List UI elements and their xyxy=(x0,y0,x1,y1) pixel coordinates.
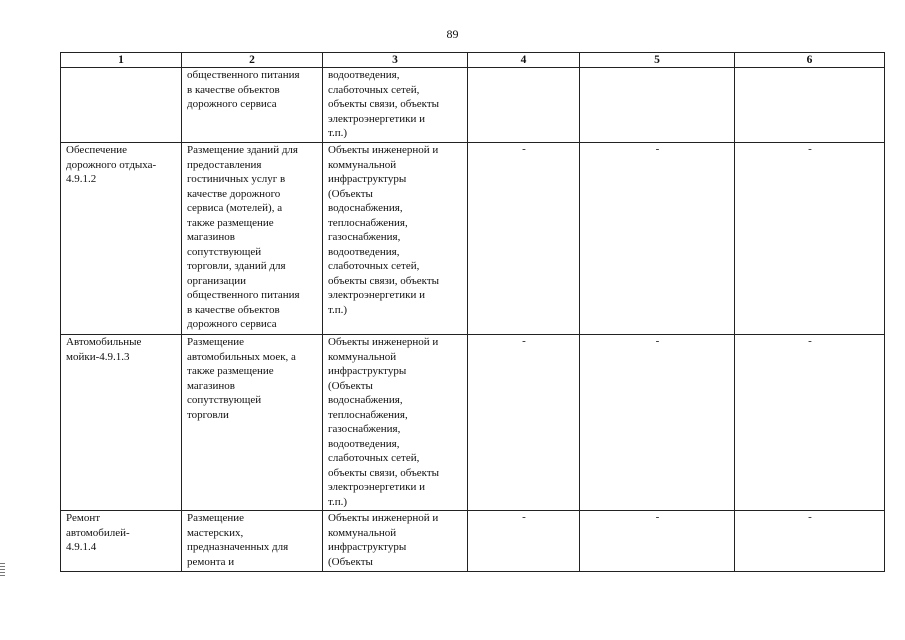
cell-description: Размещение мастерских, предназначенных для ремонта и xyxy=(182,511,323,572)
table-header-row xyxy=(61,53,885,68)
cell-col5 xyxy=(580,68,735,143)
cell-col6: - xyxy=(735,335,885,511)
table-row xyxy=(61,143,885,335)
header-col-4: 4 xyxy=(468,53,580,68)
cell-infrastructure: Объекты инженерной и коммунальной инфраструктуры (Объекты водоснабжения, теплоснабжения, газоснабжения, водоотведения, слаботочных сетей, объекты связи, объекты электроэнергетики и т.п.) xyxy=(323,143,468,335)
header-col-1: 1 xyxy=(61,53,182,68)
cell-use-name: Ремонт автомобилей- 4.9.1.4 xyxy=(61,511,182,572)
cell-infrastructure: водоотведения, слаботочных сетей, объекты связи, объекты электроэнергетики и т.п.) xyxy=(323,68,468,143)
cell-col5: - xyxy=(580,511,735,572)
header-col-3: 3 xyxy=(323,53,468,68)
cell-col4 xyxy=(468,68,580,143)
cell-col6 xyxy=(735,68,885,143)
cell-col4: - xyxy=(468,511,580,572)
table-row xyxy=(61,335,885,511)
header-col-2: 2 xyxy=(182,53,323,68)
cell-description: общественного питания в качестве объектов дорожного сервиса xyxy=(182,68,323,143)
land-use-table xyxy=(60,52,885,572)
header-col-5: 5 xyxy=(580,53,735,68)
table-row xyxy=(61,511,885,572)
cell-col6: - xyxy=(735,511,885,572)
cell-col5: - xyxy=(580,143,735,335)
table-row xyxy=(61,68,885,143)
scan-edge-marks xyxy=(0,563,5,577)
cell-use-name: Обеспечение дорожного отдыха- 4.9.1.2 xyxy=(61,143,182,335)
cell-col6: - xyxy=(735,143,885,335)
page-number: 89 xyxy=(446,27,459,41)
cell-description: Размещение зданий для предоставления гостиничных услуг в качестве дорожного сервиса (мотелей), а также размещение магазинов сопутствующей торговли, зданий для организации общественного питания в качестве объектов дорожного сервиса xyxy=(182,143,323,335)
cell-use-name xyxy=(61,68,182,143)
cell-infrastructure: Объекты инженерной и коммунальной инфраструктуры (Объекты водоснабжения, теплоснабжения, газоснабжения, водоотведения, слаботочных сетей, объекты связи, объекты электроэнергетики и т.п.) xyxy=(323,335,468,511)
cell-col4: - xyxy=(468,335,580,511)
cell-description: Размещение автомобильных моек, а также размещение магазинов сопутствующей торговли xyxy=(182,335,323,511)
cell-col5: - xyxy=(580,335,735,511)
cell-infrastructure: Объекты инженерной и коммунальной инфраструктуры (Объекты xyxy=(323,511,468,572)
land-use-table-container xyxy=(60,52,885,572)
cell-use-name: Автомобильные мойки-4.9.1.3 xyxy=(61,335,182,511)
cell-col4: - xyxy=(468,143,580,335)
header-col-6: 6 xyxy=(735,53,885,68)
